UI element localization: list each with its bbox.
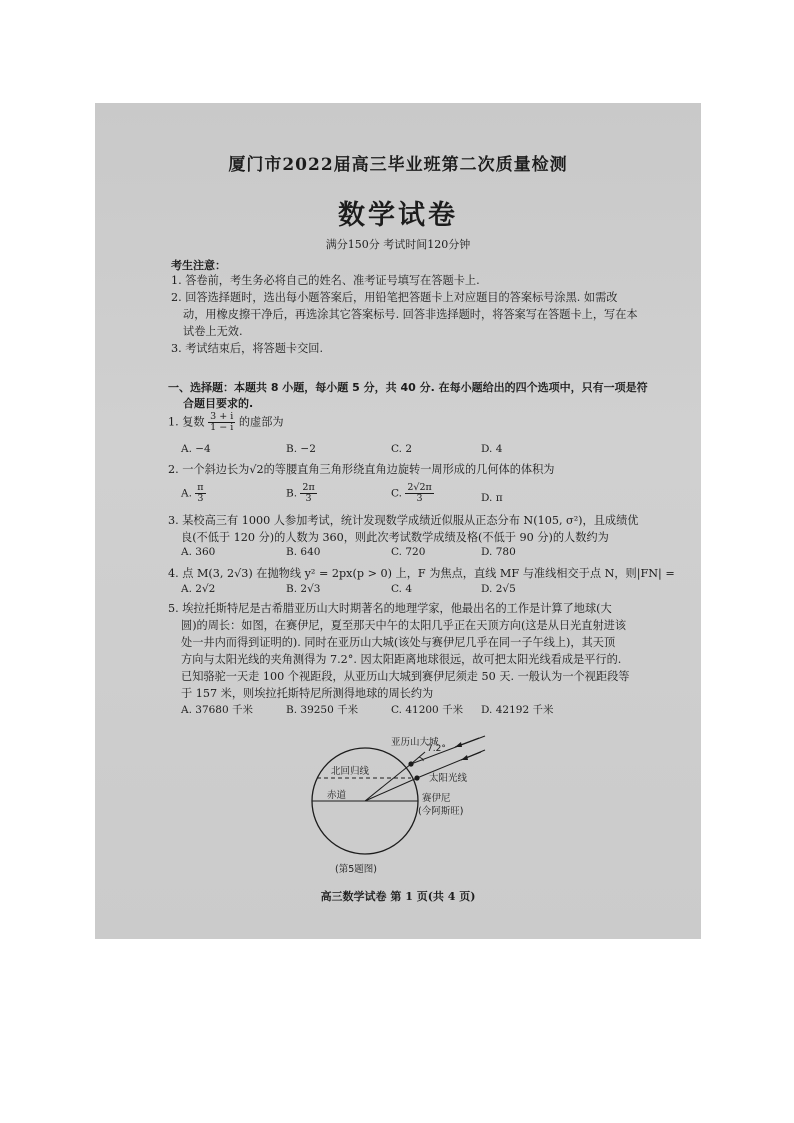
q4-option-c: C. 4	[391, 583, 413, 595]
q2-option-c-label: C.	[391, 487, 402, 500]
q2-option-c-frac	[405, 483, 433, 504]
q2-option-b-label: B.	[286, 487, 298, 500]
syene-radius	[365, 778, 417, 801]
notice-heading: 考生注意：	[171, 259, 226, 272]
section-heading: 一、选择题：本题共 8 小题，每小题 5 分，共 40 分. 在每小题给出的四个选项中，只有一项是符	[168, 381, 648, 394]
section-heading: 合题目要求的.	[183, 397, 254, 410]
q2-option-d: D. π	[481, 492, 503, 504]
q3-option-a: A. 360	[181, 546, 216, 558]
arrow-head-icon	[461, 755, 468, 760]
q1-frac-den: 1 − i	[210, 422, 234, 433]
exam-subtitle: 数学试卷	[338, 200, 458, 231]
figure-caption: (第5题图)	[335, 864, 377, 875]
question-4: 4. 点 M(3, 2√3) 在抛物线 y² = 2px(p > 0) 上，F 为焦点，直线 MF 与准线相交于点 N，则|FN| =	[168, 567, 675, 580]
label-aswan: (今阿斯旺)	[418, 806, 464, 817]
q3-option-b: B. 640	[286, 546, 321, 558]
label-alexandria: 亚历山大城	[391, 737, 439, 748]
q2-a-den: 3	[197, 493, 204, 504]
q3-option-d: D. 780	[481, 546, 516, 558]
label-angle: 7.2°	[427, 744, 446, 754]
exam-meta: 满分150分 考试时间120分钟	[325, 238, 471, 251]
q1-fraction	[208, 412, 235, 433]
exam-title: 厦门市2022届高三毕业班第二次质量检测	[228, 155, 568, 175]
question-5-line: 5. 埃拉托斯特尼是古希腊亚历山大时期著名的地理学家，他最出名的工作是计算了地球(大	[168, 602, 612, 615]
q3-option-c: C. 720	[391, 546, 426, 558]
label-tropic: 北回归线	[331, 766, 370, 777]
question-5-line: 处一井内而得到证明的). 同时在亚历山大城(该处与赛伊尼几乎在同一子午线上)，其天顶	[181, 636, 616, 649]
question-5-line: 已知骆驼一天走 100 个视距段，从亚历山大城到赛伊尼须走 50 天. 一般认为一个视距段等	[181, 670, 630, 683]
arrow-head-icon	[455, 742, 462, 747]
q4-option-b: B. 2√3	[286, 583, 321, 595]
q5-option-a: A. 37680 千米	[181, 704, 253, 716]
q1-option-d: D. 4	[481, 443, 503, 455]
q1-option-a: A. −4	[181, 443, 211, 455]
q2-prefix: 2. 一个斜边长为	[168, 463, 250, 476]
q2-a-num: π	[197, 482, 204, 493]
label-sunlight: 太阳光线	[429, 773, 468, 784]
q1-option-b: B. −2	[286, 443, 316, 455]
question-5-line: 方向与太阳光线的夹角测得为 7.2°. 因太阳距离地球很远，故可把太阳光线看成是平行的.	[181, 653, 622, 666]
question-5-line: 于 157 米，则埃拉托斯特尼所测得地球的周长约为	[181, 687, 434, 700]
q2-option-b-frac	[300, 483, 316, 504]
q1-prefix: 1. 复数	[168, 415, 205, 429]
q2-option-a	[181, 483, 206, 504]
q5-option-c: C. 41200 千米	[391, 704, 464, 716]
q2-radical: √2	[249, 463, 264, 476]
question-3-line-1: 3. 某校高三有 1000 人参加考试，统计发现数学成绩近似服从正态分布 N(105, σ²)，且成绩优	[168, 514, 639, 527]
q2-option-a-label: A.	[181, 487, 192, 500]
label-syene: 赛伊尼	[422, 793, 451, 804]
q2-c-num: 2√2π	[407, 482, 432, 493]
question-2	[168, 461, 555, 477]
q2-option-b	[286, 483, 317, 504]
q2-option-c	[391, 483, 434, 504]
q2-c-den: 3	[416, 493, 423, 504]
notice-line: 2. 回答选择题时，选出每小题答案后，用铅笔把答题卡上对应题目的答案标号涂黑. 如需改	[171, 291, 618, 304]
alexandria-dot	[408, 761, 413, 766]
q1-option-c: C. 2	[391, 443, 413, 455]
q4-option-a: A. 2√2	[181, 583, 216, 595]
q5-figure	[305, 728, 545, 878]
q2-option-a-frac	[195, 483, 205, 504]
q1-suffix: 的虚部为	[238, 415, 284, 429]
q1-frac-num: 3 + i	[210, 411, 234, 422]
label-equator: 赤道	[327, 790, 347, 801]
q2-b-num: 2π	[302, 482, 315, 493]
q5-option-d: D. 42192 千米	[481, 704, 554, 716]
page-footer: 高三数学试卷 第 1 页(共 4 页)	[320, 890, 476, 903]
notice-line: 1. 答卷前，考生务必将自己的姓名、准考证号填写在答题卡上.	[171, 274, 480, 287]
question-3-line-2: 良(不低于 120 分)的人数为 360，则此次考试数学成绩及格(不低于 90 分)的人数约为	[181, 531, 609, 544]
syene-dot	[414, 775, 419, 780]
zenith-line	[411, 752, 425, 764]
notice-line: 3. 考试结束后，将答题卡交回.	[171, 342, 324, 355]
question-5-line: 圆)的周长：如图，在赛伊尼，夏至那天中午的太阳几乎正在天顶方向(这是从日光直射进该	[181, 619, 627, 632]
q2-suffix: 的等腰直角三角形绕直角边旋转一周形成的几何体的体积为	[263, 463, 555, 476]
q2-b-den: 3	[305, 493, 312, 504]
q5-option-b: B. 39250 千米	[286, 704, 359, 716]
q4-option-d: D. 2√5	[481, 583, 516, 595]
question-1	[168, 412, 284, 433]
alexandria-radius	[365, 764, 411, 801]
notice-line: 试卷上无效.	[183, 325, 243, 338]
notice-line: 动，用橡皮擦干净后，再选涂其它答案标号. 回答非选择题时，将答案写在答题卡上，写在本	[183, 308, 638, 321]
exam-paper	[95, 103, 701, 939]
